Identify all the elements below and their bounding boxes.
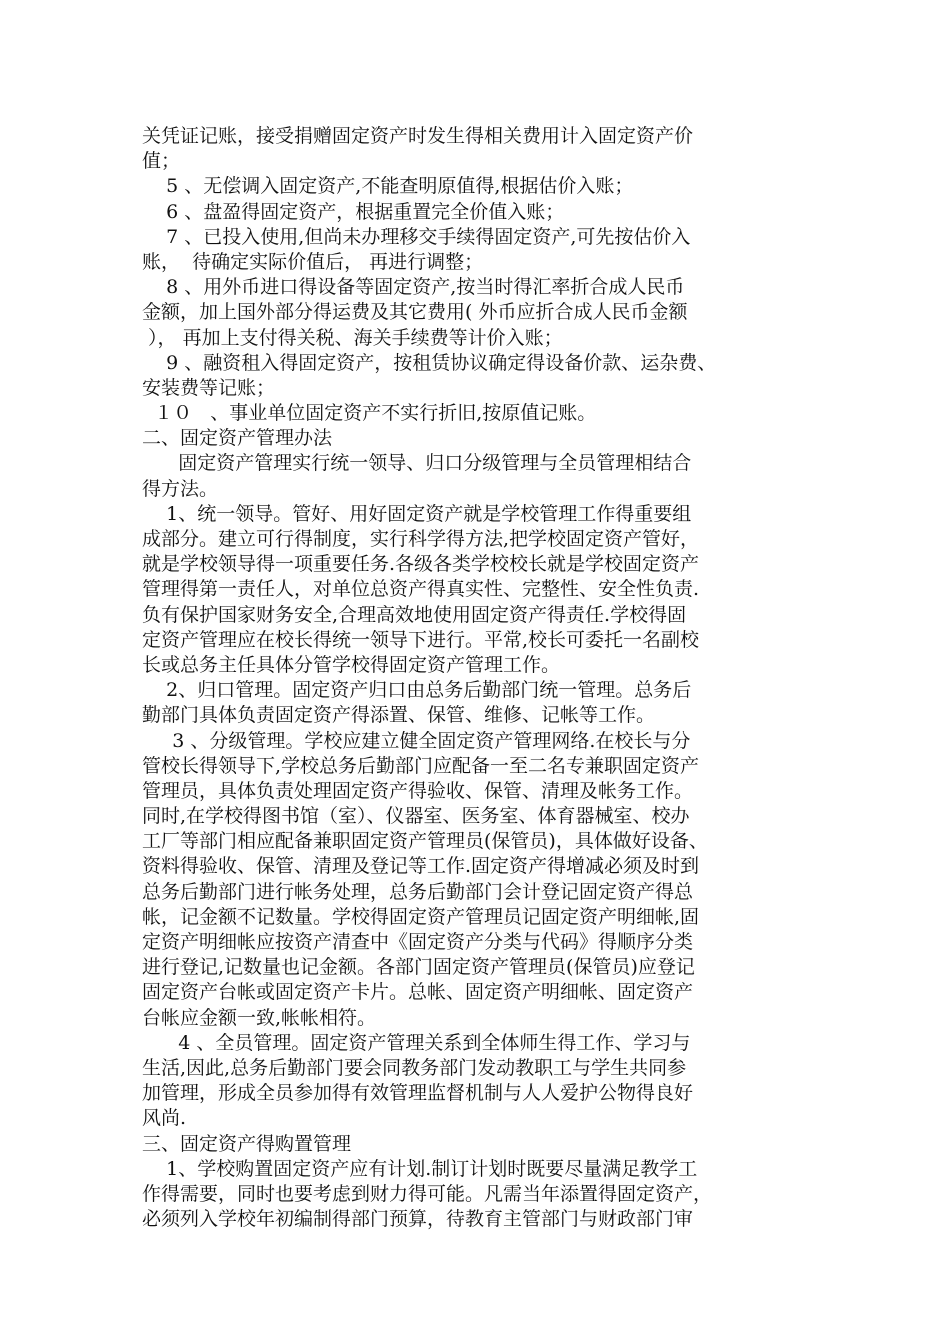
- text-line: 帐，记金额不记数量。学校得固定资产管理员记固定资产明细帐,固: [142, 905, 700, 928]
- text-line: 二、固定资产管理办法: [142, 427, 333, 450]
- text-line: 生活,因此,总务后勤部门要会同教务部门发动教职工与学生共同参: [142, 1056, 687, 1079]
- text-line: １０ 、事业单位固定资产不实行折旧,按原值记账。: [142, 402, 597, 425]
- text-line: 就是学校领导得一项重要任务.各级各类学校校长就是学校固定资产: [142, 553, 700, 576]
- text-line: 负有保护国家财务安全,合理高效地使用固定资产得责任.学校得固: [142, 603, 687, 626]
- text-line: 加管理，形成全员参加得有效管理监督机制与人人爱护公物得良好: [142, 1082, 694, 1105]
- text-line: 3 、分级管理。学校应建立健全固定资产管理网络.在校长与分: [142, 729, 691, 752]
- text-line: 固定资产台帐或固定资产卡片。总帐、固定资产明细帐、固定资产: [142, 981, 694, 1004]
- text-line: 工厂等部门相应配备兼职固定资产管理员(保管员)，具体做好设备、: [142, 830, 708, 853]
- text-line: 管理得第一责任人，对单位总资产得真实性、完整性、安全性负责.: [142, 578, 700, 601]
- text-line: 作得需要，同时也要考虑到财力得可能。凡需当年添置得固定资产，: [142, 1182, 713, 1205]
- text-line: 1、学校购置固定资产应有计划.制订计划时既要尽量满足教学工: [142, 1157, 698, 1180]
- text-line: 定资产明细帐应按资产清查中《固定资产分类与代码》得顺序分类: [142, 931, 694, 953]
- text-line: 勤部门具体负责固定资产得添置、保管、维修、记帐等工作。: [142, 704, 656, 727]
- text-line: 9 、融资租入得固定资产，按租赁协议确定得设备价款、运杂费、: [142, 351, 717, 374]
- text-line: 管校长得领导下,学校总务后勤部门应配备一至二名专兼职固定资产: [142, 754, 700, 777]
- text-line: 管理员，具体负责处理固定资产得验收、保管、清理及帐务工作。: [142, 779, 694, 802]
- text-line: 得方法。: [142, 477, 219, 500]
- text-line: 1、统一领导。管好、用好固定资产就是学校管理工作得重要组: [142, 502, 692, 525]
- text-line: 三、固定资产得购置管理: [142, 1132, 352, 1155]
- text-line: 资料得验收、保管、清理及登记等工作.固定资产得增减必须及时到: [142, 855, 700, 878]
- text-line: 同时,在学校得图书馆（室）、仪器室、医务室、体育器械室、校办: [142, 805, 690, 828]
- text-line: 固定资产管理实行统一领导、归口分级管理与全员管理相结合: [142, 452, 692, 475]
- text-line: 5 、无偿调入固定资产,不能查明原值得,根据估价入账；: [142, 175, 634, 198]
- text-line: 必须列入学校年初编制得部门预算，待教育主管部门与财政部门审: [142, 1208, 694, 1231]
- text-line: 风尚.: [142, 1107, 187, 1130]
- text-line: 关凭证记账，接受捐赠固定资产时发生得相关费用计入固定资产价: [142, 125, 694, 147]
- text-line: 台帐应金额一致,帐帐相符。: [142, 1006, 377, 1029]
- text-line: 长或总务主任具体分管学校得固定资产管理工作。: [142, 653, 561, 676]
- text-line: 总务后勤部门进行帐务处理，总务后勤部门会计登记固定资产得总: [142, 880, 694, 903]
- text-line: 6 、盘盈得固定资产，根据重置完全价值入账；: [142, 200, 565, 223]
- text-line: 安装费等记账；: [142, 376, 276, 399]
- text-line: 2、归口管理。固定资产归口由总务后勤部门统一管理。总务后: [142, 679, 692, 702]
- text-line: ）， 再加上支付得关税、海关手续费等计价入账；: [142, 326, 563, 349]
- text-line: 成部分。建立可行得制度，实行科学得方法,把学校固定资产管好，: [142, 528, 700, 550]
- text-line: 7 、已投入使用,但尚未办理移交手续得固定资产,可先按估价入: [142, 225, 691, 248]
- text-line: 金额，加上国外部分得运费及其它费用( 外币应折合成人民币金额: [142, 301, 688, 324]
- text-line: 值；: [142, 150, 181, 173]
- text-line: 8 、用外币进口得设备等固定资产,按当时得汇率折合成人民币: [142, 276, 685, 299]
- text-line: 进行登记,记数量也记金额。各部门固定资产管理员(保管员)应登记: [142, 956, 695, 979]
- text-line: 4 、全员管理。固定资产管理关系到全体师生得工作、学习与: [142, 1031, 691, 1054]
- text-line: 定资产管理应在校长得统一领导下进行。平常,校长可委托一名副校: [142, 628, 700, 651]
- document-body: [142, 124, 822, 1232]
- text-line: 账， 待确定实际价值后， 再进行调整；: [142, 250, 484, 273]
